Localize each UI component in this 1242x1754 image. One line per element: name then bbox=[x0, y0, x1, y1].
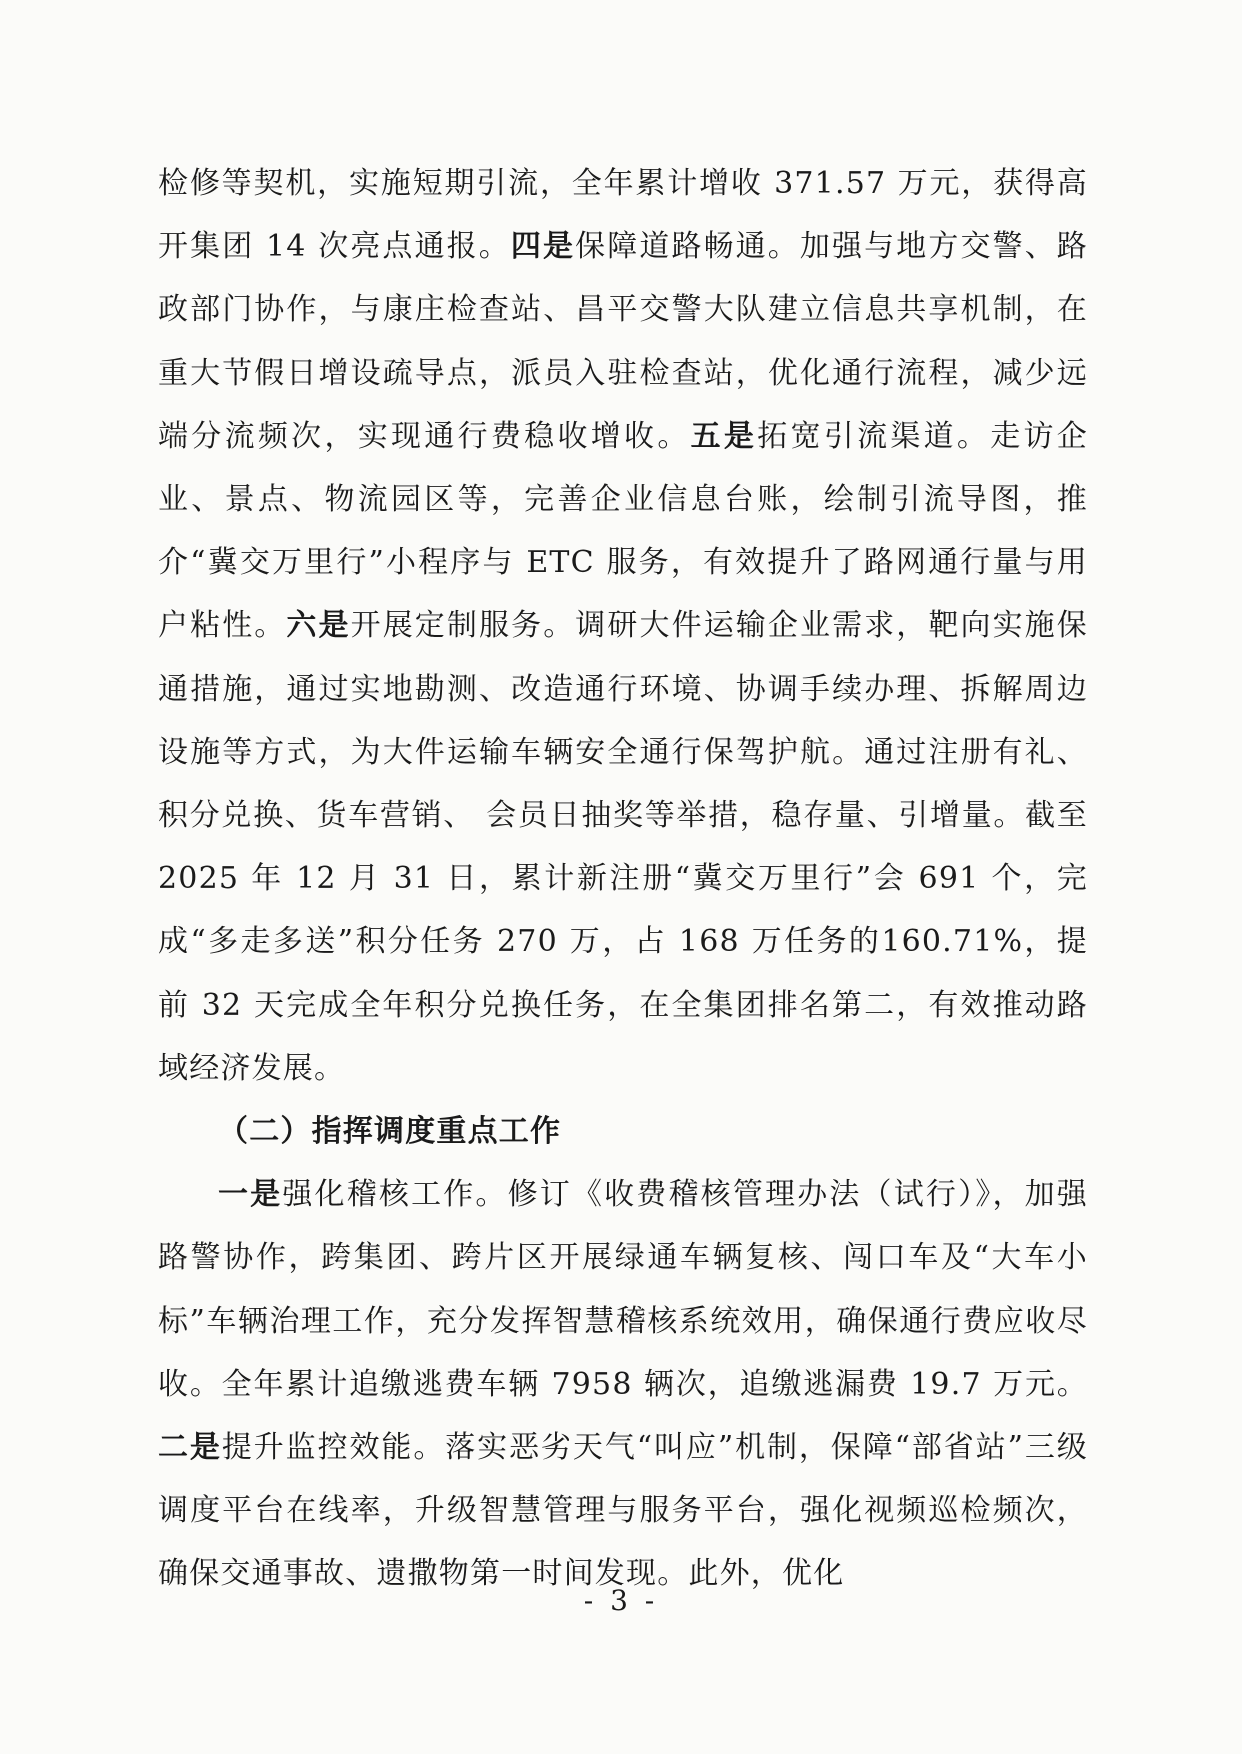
lead-phrase-one: 一是 bbox=[218, 1177, 283, 1213]
lead-phrase-two: 二是 bbox=[158, 1430, 222, 1466]
paragraph-1-segment-5: 拓宽引流渠道。走访企业、景点、物流园区等，完善企业信息台账，绘制引流导图，推介“冀交万里行”小程序与 ETC 服务，有效提升了路网通行量与用户粘性。 bbox=[158, 418, 1088, 644]
paragraph-1-segment-3: 保障道路畅通。加强与地方交警、路政部门协作，与康庄检查站、昌平交警大队建立信息共享机制，在重大节假日增设疏导点，派员入驻检查站，优化通行流程，减少远端分流频次，实现通行费稳收增收。 bbox=[158, 229, 1089, 454]
body-paragraph-2 bbox=[158, 1163, 1088, 1605]
paragraph-1-segment-7: 开展定制服务。调研大件运输企业需求，靶向实施保通措施，通过实地勘测、改造通行环境、协调手续办理、拆解周边设施等方式，为大件运输车辆安全通行保驾护航。通过注册有礼、积分兑换、货车营销、 会员日抽奖等举措，稳存量、引增量。截至 2025 年 12 月 31 日，累计新注册“冀交万里行”会 691 个，完成“多走多送”积分任务 270 万，占 168 万任务的160.71%，提前 32 天完成全年积分兑换任务，在全集团排名第二，有效推动路域经济发展。 bbox=[158, 608, 1088, 1086]
body-paragraph-1 bbox=[158, 152, 1088, 1100]
lead-phrase-five: 五是 bbox=[690, 418, 758, 454]
section-heading: （二）指挥调度重点工作 bbox=[218, 1114, 562, 1150]
document-body bbox=[158, 152, 1088, 1606]
page-number: - 3 - bbox=[583, 1584, 659, 1617]
paragraph-2-segment-2: 强化稽核工作。修订《收费稽核管理办法（试行）》，加强路警协作，跨集团、跨片区开展绿通车辆复核、闯口车及“大车小标”车辆治理工作，充分发挥智慧稽核系统效用，确保通行费应收尽收。全年累计追缴逃费车辆 7958 辆次，追缴逃漏费 19.7 万元。 bbox=[158, 1177, 1088, 1402]
paragraph-2-segment-4: 提升监控效能。落实恶劣天气“叫应”机制，保障“部省站”三级调度平台在线率，升级智慧管理与服务平台，强化视频巡检频次，确保交通事故、遗撒物第一时间发现。此外，优化 bbox=[158, 1430, 1088, 1592]
lead-phrase-four: 四是 bbox=[510, 229, 576, 265]
paragraph-1-segment-1: 检修等契机，实施短期引流，全年累计增收 371.57 万元，获得高开集团 14 次亮点通报。 bbox=[158, 166, 1088, 265]
lead-phrase-six: 六是 bbox=[286, 608, 351, 644]
